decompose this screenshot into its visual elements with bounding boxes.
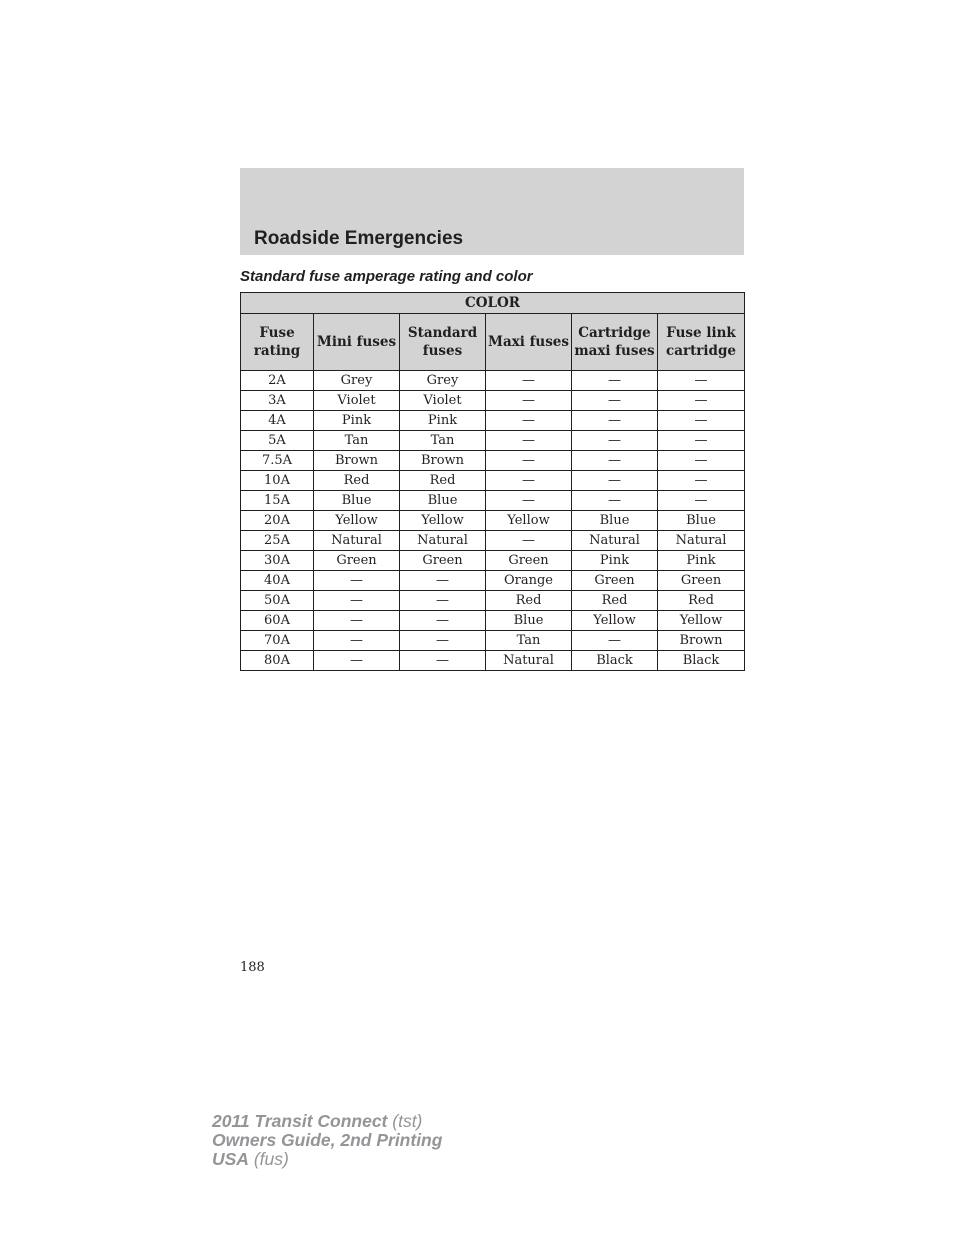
table-cell: 60A	[241, 611, 314, 631]
table-cell: Brown	[314, 451, 400, 471]
table-cell: —	[400, 651, 486, 671]
table-cell: Yellow	[572, 611, 658, 631]
table-cell: Green	[486, 551, 572, 571]
table-cell: Tan	[314, 431, 400, 451]
table-cell: Red	[658, 591, 745, 611]
table-cell: —	[572, 491, 658, 511]
section-title: Roadside Emergencies	[254, 228, 464, 249]
table-cell: Natural	[658, 531, 745, 551]
table-row	[241, 531, 745, 551]
table-row	[241, 651, 745, 671]
table-cell: Red	[572, 591, 658, 611]
table-cell: Orange	[486, 571, 572, 591]
table-cell: —	[658, 371, 745, 391]
table-cell: —	[314, 571, 400, 591]
header-standard-fuses: Standard fuses	[400, 314, 486, 371]
table-cell: —	[658, 391, 745, 411]
color-group-header: COLOR	[241, 293, 745, 314]
table-cell: —	[658, 471, 745, 491]
table-cell: —	[658, 411, 745, 431]
table-cell: —	[572, 631, 658, 651]
table-cell: —	[572, 431, 658, 451]
table-cell: Violet	[400, 391, 486, 411]
table-cell: Yellow	[400, 511, 486, 531]
table-group-header-row	[241, 293, 745, 314]
section-header-band	[240, 168, 744, 255]
table-body	[241, 371, 745, 671]
header-maxi-fuses: Maxi fuses	[486, 314, 572, 371]
table-cell: 7.5A	[241, 451, 314, 471]
table-cell: Natural	[400, 531, 486, 551]
header-mini-fuses: Mini fuses	[314, 314, 400, 371]
table-cell: —	[658, 431, 745, 451]
table-cell: Blue	[572, 511, 658, 531]
page-number: 188	[240, 960, 265, 975]
table-cell: —	[314, 591, 400, 611]
table-row	[241, 611, 745, 631]
footer-guide-edition: Owners Guide, 2nd Printing	[212, 1130, 443, 1150]
fuse-color-table	[240, 292, 745, 671]
table-row	[241, 491, 745, 511]
table-caption: Standard fuse amperage rating and color	[240, 268, 533, 285]
table-cell: 3A	[241, 391, 314, 411]
table-cell: —	[572, 451, 658, 471]
table-cell: Violet	[314, 391, 400, 411]
table-cell: Grey	[314, 371, 400, 391]
header-fuse-link-cartridge: Fuse link cartridge	[658, 314, 745, 371]
table-cell: Tan	[486, 631, 572, 651]
table-cell: —	[572, 411, 658, 431]
table-cell: Green	[572, 571, 658, 591]
table-row	[241, 471, 745, 491]
table-cell: —	[572, 391, 658, 411]
footer-line-market	[212, 1150, 442, 1169]
table-cell: —	[486, 491, 572, 511]
table-row	[241, 431, 745, 451]
table-cell: —	[314, 611, 400, 631]
table-cell: 80A	[241, 651, 314, 671]
table-cell: —	[658, 451, 745, 471]
table-cell: Grey	[400, 371, 486, 391]
table-cell: Green	[400, 551, 486, 571]
header-fuse-rating: Fuse rating	[241, 314, 314, 371]
table-cell: Natural	[572, 531, 658, 551]
table-cell: 50A	[241, 591, 314, 611]
table-cell: Black	[658, 651, 745, 671]
table-cell: Green	[314, 551, 400, 571]
table-cell: —	[400, 631, 486, 651]
table-cell: Blue	[658, 511, 745, 531]
table-cell: —	[572, 371, 658, 391]
table-cell: 25A	[241, 531, 314, 551]
table-cell: Green	[658, 571, 745, 591]
table-cell: 20A	[241, 511, 314, 531]
table-cell: Brown	[658, 631, 745, 651]
table-cell: Yellow	[658, 611, 745, 631]
table-row	[241, 591, 745, 611]
header-cartridge-maxi-fuses: Cartridge maxi fuses	[572, 314, 658, 371]
table-cell: Yellow	[314, 511, 400, 531]
footer-market: USA	[212, 1149, 249, 1169]
footer-model: 2011 Transit Connect	[212, 1111, 388, 1131]
table-row	[241, 551, 745, 571]
table-cell: —	[486, 471, 572, 491]
table-cell: 30A	[241, 551, 314, 571]
table-cell: —	[572, 471, 658, 491]
table-row	[241, 571, 745, 591]
table-cell: 40A	[241, 571, 314, 591]
table-row	[241, 631, 745, 651]
table-cell: —	[486, 431, 572, 451]
table-cell: —	[314, 651, 400, 671]
table-cell: —	[400, 611, 486, 631]
table-cell: Red	[400, 471, 486, 491]
footer-market-code: (fus)	[248, 1149, 289, 1169]
table-cell: —	[486, 451, 572, 471]
footer-line-model	[212, 1112, 442, 1131]
table-cell: Pink	[572, 551, 658, 571]
table-cell: Red	[314, 471, 400, 491]
table-cell: Red	[486, 591, 572, 611]
table-cell: 15A	[241, 491, 314, 511]
table-cell: —	[486, 371, 572, 391]
table-cell: Pink	[658, 551, 745, 571]
table-cell: Pink	[400, 411, 486, 431]
table-cell: Brown	[400, 451, 486, 471]
table-cell: 10A	[241, 471, 314, 491]
table-cell: Tan	[400, 431, 486, 451]
table-cell: Natural	[486, 651, 572, 671]
table-row	[241, 451, 745, 471]
table-cell: Yellow	[486, 511, 572, 531]
table-row	[241, 371, 745, 391]
table-row	[241, 411, 745, 431]
table-cell: 70A	[241, 631, 314, 651]
table-row	[241, 391, 745, 411]
table-header-row	[241, 314, 745, 371]
table-cell: Natural	[314, 531, 400, 551]
table-cell: —	[486, 531, 572, 551]
table-cell: —	[400, 591, 486, 611]
table-row	[241, 511, 745, 531]
table-cell: —	[486, 411, 572, 431]
table-cell: 2A	[241, 371, 314, 391]
table-cell: Black	[572, 651, 658, 671]
table-cell: Blue	[314, 491, 400, 511]
document-footer	[212, 1112, 442, 1169]
table-cell: —	[486, 391, 572, 411]
table-cell: Blue	[400, 491, 486, 511]
table-cell: 4A	[241, 411, 314, 431]
footer-model-code: (tst)	[387, 1111, 423, 1131]
table-cell: Pink	[314, 411, 400, 431]
table-cell: 5A	[241, 431, 314, 451]
table-cell: —	[658, 491, 745, 511]
table-cell: —	[314, 631, 400, 651]
table-cell: —	[400, 571, 486, 591]
table-cell: Blue	[486, 611, 572, 631]
